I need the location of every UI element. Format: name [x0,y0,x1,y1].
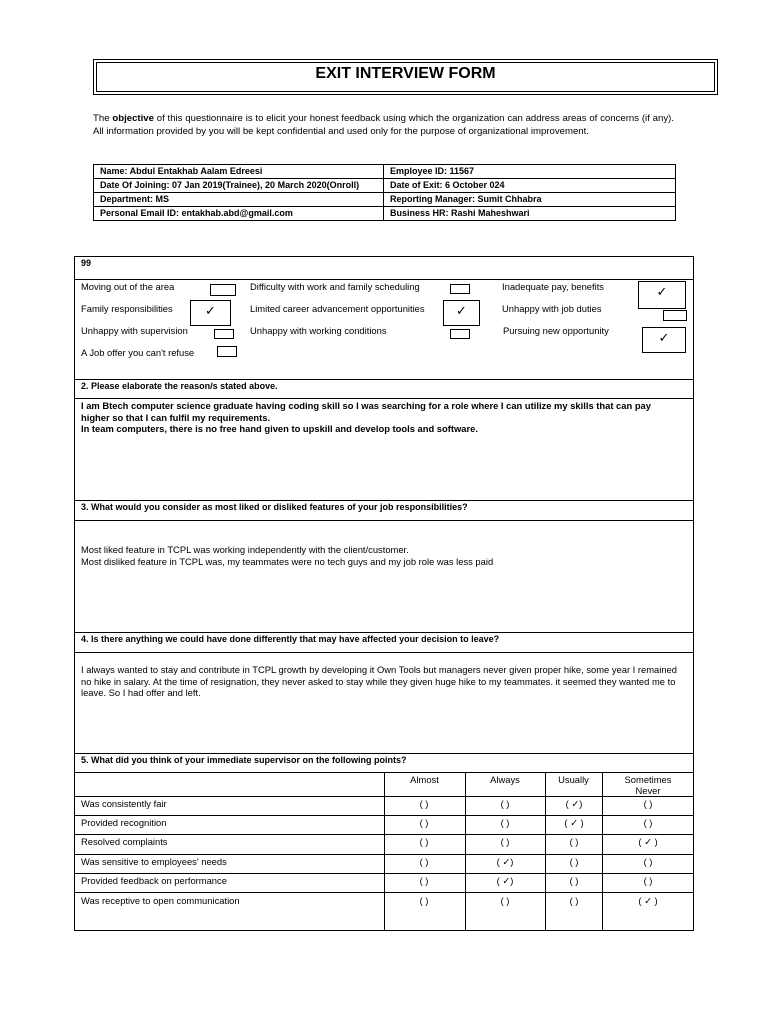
rating-always[interactable]: ( ✓) [496,856,514,867]
checkbox-pay[interactable] [638,281,686,309]
rating-always[interactable]: ( ✓) [496,875,514,886]
header-sometimes-never [602,774,694,796]
reason-new-opportunity: Pursuing new opportunity [503,325,609,336]
rating-sometimes-never[interactable]: ( ✓ ) [638,836,658,847]
header-sometimes: Sometimes [624,774,672,785]
rating-sometimes-never[interactable]: ( ✓ ) [638,895,658,906]
divider [74,796,694,797]
form-title: EXIT INTERVIEW FORM [96,62,715,92]
reason-supervision: Unhappy with supervision [81,325,188,336]
header-usually: Usually [558,774,589,785]
rating-sometimes-never[interactable]: ( ) [643,798,653,809]
reason-conditions: Unhappy with working conditions [250,325,387,336]
title-box [93,59,718,95]
rating-row-label: Provided feedback on performance [81,875,227,886]
divider [74,834,694,835]
reason-pay: Inadequate pay, benefits [502,281,604,292]
reason-moving: Moving out of the area [81,281,175,292]
divider [74,279,694,280]
rating-always[interactable]: ( ) [500,817,510,828]
date-of-joining-cell: Date Of Joining: 07 Jan 2019(Trainee), 20 March 2020(Onroll) [94,179,384,193]
rating-always[interactable]: ( ) [500,895,510,906]
rating-almost[interactable]: ( ) [419,875,429,886]
rating-sometimes-never[interactable]: ( ) [643,817,653,828]
divider [74,500,694,501]
checkbox-moving[interactable] [210,284,236,296]
divider [74,520,694,521]
rating-always[interactable]: ( ) [500,798,510,809]
q4-answer: I always wanted to stay and contribute in TCPL growth by developing it Own Tools but managers never given proper hike, some year I remained no hike in salary. At the time of resignation, they never asked to stay while they given huge hike to my teammates. it seemed they wanted me to leave. So I had offer and left. [81,664,677,698]
q4-question: 4. Is there anything we could have done differently that may have affected your decision to leave? [81,634,500,644]
rating-almost[interactable]: ( ) [419,817,429,828]
checkbox-new-opportunity[interactable] [642,327,686,353]
q5-question: 5. What did you think of your immediate supervisor on the following points? [81,755,407,765]
divider [74,652,694,653]
header-never: Never [635,785,661,796]
name-cell: Name: Abdul Entakhab Aalam Edreesi [94,165,384,179]
rating-almost[interactable]: ( ) [419,798,429,809]
checkbox-family-responsibilities[interactable] [190,300,231,326]
check-icon: ✓ [656,284,668,299]
rating-almost[interactable]: ( ) [419,856,429,867]
rating-usually[interactable]: ( ) [569,875,579,886]
intro-paragraph [93,112,674,138]
rating-row-label: Was consistently fair [81,798,167,809]
rating-sometimes-never[interactable]: ( ) [643,856,653,867]
reason-family-scheduling: Difficulty with work and family scheduling [250,281,420,292]
divider [74,892,694,893]
divider [74,815,694,816]
hr-cell: Business HR: Rashi Maheshwari [384,207,676,221]
employee-id-cell: Employee ID: 11567 [384,165,676,179]
rating-row-label: Was sensitive to employees' needs [81,856,227,867]
intro-post: of this questionnaire is to elicit your honest feedback using which the organization can address areas of concerns (if any). All information provided by you will be kept confidential and used only for the purpose of organizational improvement. [93,113,674,137]
rating-usually[interactable]: ( ) [569,856,579,867]
date-of-exit-cell: Date of Exit: 6 October 024 [384,179,676,193]
manager-cell: Reporting Manager: Sumit Chhabra [384,193,676,207]
department-cell: Department: MS [94,193,384,207]
q3-question: 3. What would you consider as most liked or disliked features of your job responsibilities? [81,502,468,512]
reason-job-offer: A Job offer you can't refuse [81,347,195,358]
reason-family-responsibilities: Family responsibilities [81,303,173,314]
check-icon: ✓ [205,303,216,318]
rating-usually[interactable]: ( ) [569,836,579,847]
intro-bold: objective [112,113,154,124]
rating-almost[interactable]: ( ) [419,895,429,906]
q2-question: 2. Please elaborate the reason/s stated above. [81,381,278,391]
q2-answer-1: I am Btech computer science graduate having coding skill so I was searching for a role where I can utilize my skills that can pay higher so that I can fulfil my requirements. [81,400,651,423]
checkbox-job-offer[interactable] [217,346,237,357]
divider [74,873,694,874]
q3-answer-1: Most liked feature in TCPL was working independently with the client/customer. [81,544,409,555]
checkbox-conditions[interactable] [450,329,470,339]
rating-sometimes-never[interactable]: ( ) [643,875,653,886]
header-almost: Almost [410,774,439,785]
divider [74,379,694,380]
check-icon: ✓ [658,330,670,345]
rating-always[interactable]: ( ) [500,836,510,847]
rating-row-label: Was receptive to open communication [81,895,240,906]
q2-answer-2: In team computers, there is no free hand given to upskill and develop tools and software. [81,423,478,434]
divider [74,398,694,399]
checkbox-duties[interactable] [663,310,687,321]
reason-career: Limited career advancement opportunities [250,303,425,314]
check-icon: ✓ [456,303,467,318]
rating-almost[interactable]: ( ) [419,836,429,847]
rating-row-label: Resolved complaints [81,836,168,847]
header-always: Always [490,774,520,785]
checkbox-career[interactable] [443,300,480,326]
rating-usually[interactable]: ( ) [569,895,579,906]
reason-duties: Unhappy with job duties [502,303,602,314]
rating-usually[interactable]: ( ✓) [565,798,583,809]
checkbox-supervision[interactable] [214,329,234,339]
rating-row-label: Provided recognition [81,817,167,828]
intro-pre: The [93,113,113,124]
checkbox-family-scheduling[interactable] [450,284,470,294]
divider [74,753,694,754]
email-cell: Personal Email ID: entakhab.abd@gmail.com [94,207,384,221]
employee-info-table [93,164,676,221]
divider [74,632,694,633]
rating-usually[interactable]: ( ✓ ) [564,817,584,828]
divider [74,854,694,855]
q3-answer-2: Most disliked feature in TCPL was, my teammates were no tech guys and my job role was less paid [81,556,494,567]
q1-label: 99 [81,258,92,268]
